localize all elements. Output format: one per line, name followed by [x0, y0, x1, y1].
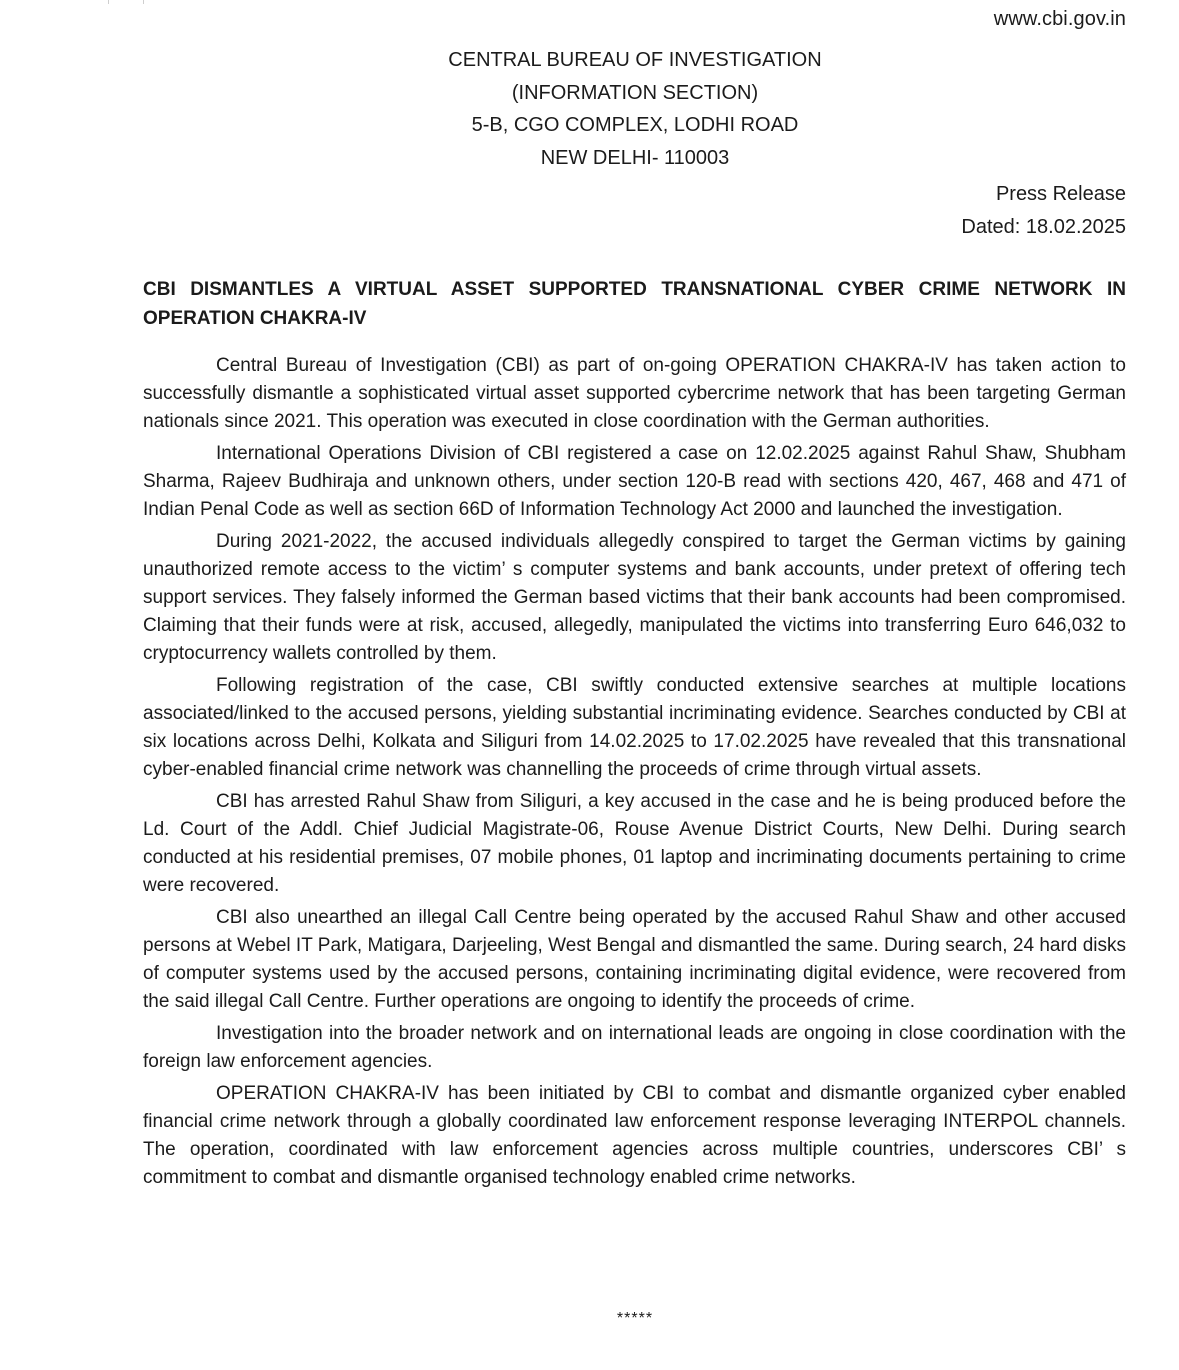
end-of-release-mark: ***** — [616, 1310, 654, 1327]
body-paragraph: Central Bureau of Investigation (CBI) as part of on-going OPERATION CHAKRA-IV has taken action to successfully dismantle a sophisticated virtual asset supported cybercrime network that has been targeting German nationals since 2021. This operation was executed in close coordination with the German authorities. — [143, 355, 1126, 432]
org-city: NEW DELHI- 110003 — [540, 146, 730, 169]
release-info — [961, 178, 1126, 243]
release-date: Dated: 18.02.2025 — [961, 215, 1126, 238]
body-paragraph: Investigation into the broader network and on international leads are ongoing in close coordination with the foreign law enforcement agencies. — [143, 1023, 1126, 1072]
website-url: www.cbi.gov.in — [993, 8, 1126, 30]
page-top-rule — [108, 0, 144, 4]
body-paragraph: International Operations Division of CBI registered a case on 12.02.2025 against Rahul Shaw, Shubham Sharma, Rajeev Budhiraja and unknown others, under section 120-B read with sections 420, 467, 468 and 471 of Indian Penal Code as well as section 66D of Information Technology Act 2000 and launched the investigation. — [143, 443, 1126, 520]
org-section: (INFORMATION SECTION) — [511, 81, 759, 104]
org-address: 5-B, CGO COMPLEX, LODHI ROAD — [471, 114, 799, 136]
body-paragraph: CBI has arrested Rahul Shaw from Siliguri, a key accused in the case and he is being produced before the Ld. Court of the Addl. Chief Judicial Magistrate-06, Rouse Avenue District Courts, New Delhi. During search conducted at his residential premises, 07 mobile phones, 01 laptop and incriminating documents pertaining to crime were recovered. — [143, 791, 1126, 896]
body-paragraph: CBI also unearthed an illegal Call Centre being operated by the accused Rahul Shaw and other accused persons at Webel IT Park, Matigara, Darjeeling, West Bengal and dismantled the same. During search, 24 hard disks of computer systems used by the accused persons, containing incriminating digital evidence, were recovered from the said illegal Call Centre. Further operations are ongoing to identify the proceeds of crime. — [143, 907, 1126, 1012]
org-name: CENTRAL BUREAU OF INVESTIGATION — [448, 49, 822, 71]
body-paragraph: OPERATION CHAKRA-IV has been initiated by CBI to combat and dismantle organized cyber enabled financial crime network through a globally coordinated law enforcement response leveraging INTERPOL channels. The operation, coordinated with law enforcement agencies across multiple countries, underscores CBI’ s commitment to combat and dismantle organised technology enabled crime networks. — [143, 1083, 1126, 1188]
body-paragraph: During 2021-2022, the accused individuals allegedly conspired to target the German victims by gaining unauthorized remote access to the victim’ s computer systems and bank accounts, under pretext of offering tech support services. They falsely informed the German based victims that their bank accounts had been compromised. Claiming that their funds were at risk, accused, allegedly, manipulated the victims into transferring Euro 646,032 to cryptocurrency wallets controlled by them. — [143, 531, 1126, 664]
release-type: Press Release — [995, 183, 1126, 205]
press-release-body — [143, 352, 1126, 1196]
letterhead — [0, 44, 1179, 174]
body-paragraph: Following registration of the case, CBI swiftly conducted extensive searches at multiple locations associated/linked to the accused persons, yielding substantial incriminating evidence. Searches conducted by CBI at six locations across Delhi, Kolkata and Siliguri from 14.02.2025 to 17.02.2025 have revealed that this transnational cyber-enabled financial crime network was channelling the proceeds of crime through virtual assets. — [143, 675, 1126, 780]
press-release-headline: CBI DISMANTLES A VIRTUAL ASSET SUPPORTED TRANSNATIONAL CYBER CRIME NETWORK IN OPERATION CHAKRA-IV — [143, 279, 1126, 329]
